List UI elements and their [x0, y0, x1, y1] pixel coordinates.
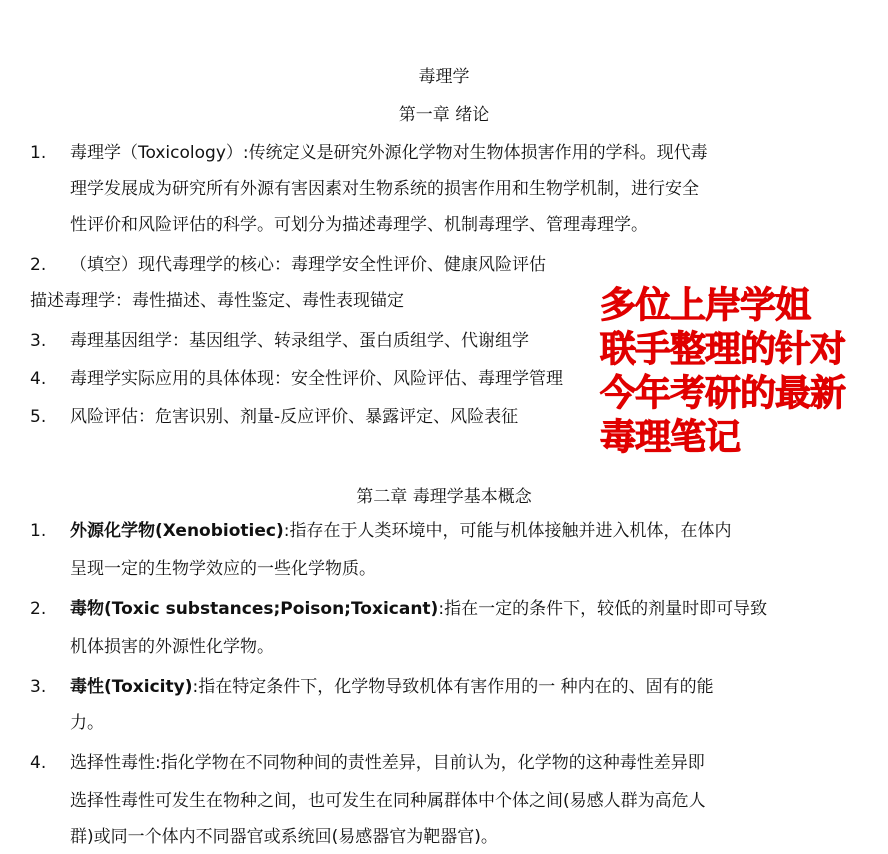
ch1-item3-number: 3.: [30, 331, 47, 351]
ch2-item2-number: 2.: [30, 599, 47, 619]
ch2-item2-def: :指在一定的条件下，较低的剂量时即可导致: [438, 599, 768, 619]
ch1-item1-line2: 理学发展成为研究所有外源有害因素对生物系统的损害作用和生物学机制，进行安全: [70, 179, 699, 199]
ch2-item4-line3: 群)或同一个体内不同器官或系统回(易感器官为靶器官)。: [70, 827, 498, 847]
ch1-item5-number: 5.: [30, 407, 47, 427]
ch1-item5-line1: 风险评估：危害识别、剂量-反应评价、暴露评定、风险表征: [70, 407, 519, 427]
ch2-item1-def: :指存在于人类环境中，可能与机体接触并进入机体，在体内: [283, 521, 732, 541]
ch1-item2-line1: （填空）现代毒理学的核心：毒理学安全性评价、健康风险评估: [70, 255, 546, 275]
ch2-item1-line1: [70, 520, 731, 542]
promo-line-2: 联手整理的针对: [600, 329, 846, 370]
ch2-item3-line2: 力。: [70, 713, 104, 733]
chapter1-heading: 第一章 绪论: [398, 105, 490, 125]
ch2-item1-term: 外源化学物(Xenobiotiec): [70, 521, 284, 541]
ch1-item1-line1: 毒理学（Toxicology）:传统定义是研究外源化学物对生物体损害作用的学科。现代毒: [70, 143, 708, 163]
ch1-item3-line1: 毒理基因组学：基因组学、转录组学、蛋白质组学、代谢组学: [70, 331, 529, 351]
ch1-item2-number: 2.: [30, 255, 47, 275]
ch2-item2-line1: [70, 598, 767, 620]
ch2-item3-term: 毒性(Toxicity): [70, 677, 193, 697]
doc-title: 毒理学: [418, 67, 470, 87]
ch2-item3-number: 3.: [30, 677, 47, 697]
ch1-item1-number: 1.: [30, 143, 47, 163]
ch1-item4-number: 4.: [30, 369, 47, 389]
ch2-item1-number: 1.: [30, 521, 47, 541]
ch2-item4-number: 4.: [30, 753, 47, 773]
promo-line-4: 毒理笔记: [600, 417, 741, 458]
ch2-item3-def: :指在特定条件下，化学物导致机体有害作用的一 种内在的、固有的能: [192, 677, 714, 697]
ch1-item1-line3: 性评价和风险评估的科学。可划分为描述毒理学、机制毒理学、管理毒理学。: [70, 215, 648, 235]
ch2-item2-line2: 机体损害的外源性化学物。: [70, 637, 274, 657]
promo-line-3: 今年考研的最新: [600, 373, 846, 414]
promo-line-1: 多位上岸学姐: [600, 285, 811, 326]
ch2-item2-term: 毒物(Toxic substances;Poison;Toxicant): [70, 599, 439, 619]
ch2-item1-line2: 呈现一定的生物学效应的一些化学物质。: [70, 559, 376, 579]
ch1-note-line: 描述毒理学：毒性描述、毒性鉴定、毒性表现锚定: [30, 291, 404, 311]
ch1-item4-line1: 毒理学实际应用的具体体现：安全性评价、风险评估、毒理学管理: [70, 369, 563, 389]
promo-overlay: [600, 284, 888, 460]
ch2-item3-line1: [70, 676, 714, 698]
chapter2-heading: 第二章 毒理学基本概念: [356, 487, 532, 507]
ch2-item4-line1: 选择性毒性:指化学物在不同物种间的责性差异，目前认为，化学物的这种毒性差异即: [70, 753, 705, 773]
ch2-item4-line2: 选择性毒性可发生在物种之间，也可发生在同种属群体中个体之间(易感人群为高危人: [70, 791, 706, 811]
